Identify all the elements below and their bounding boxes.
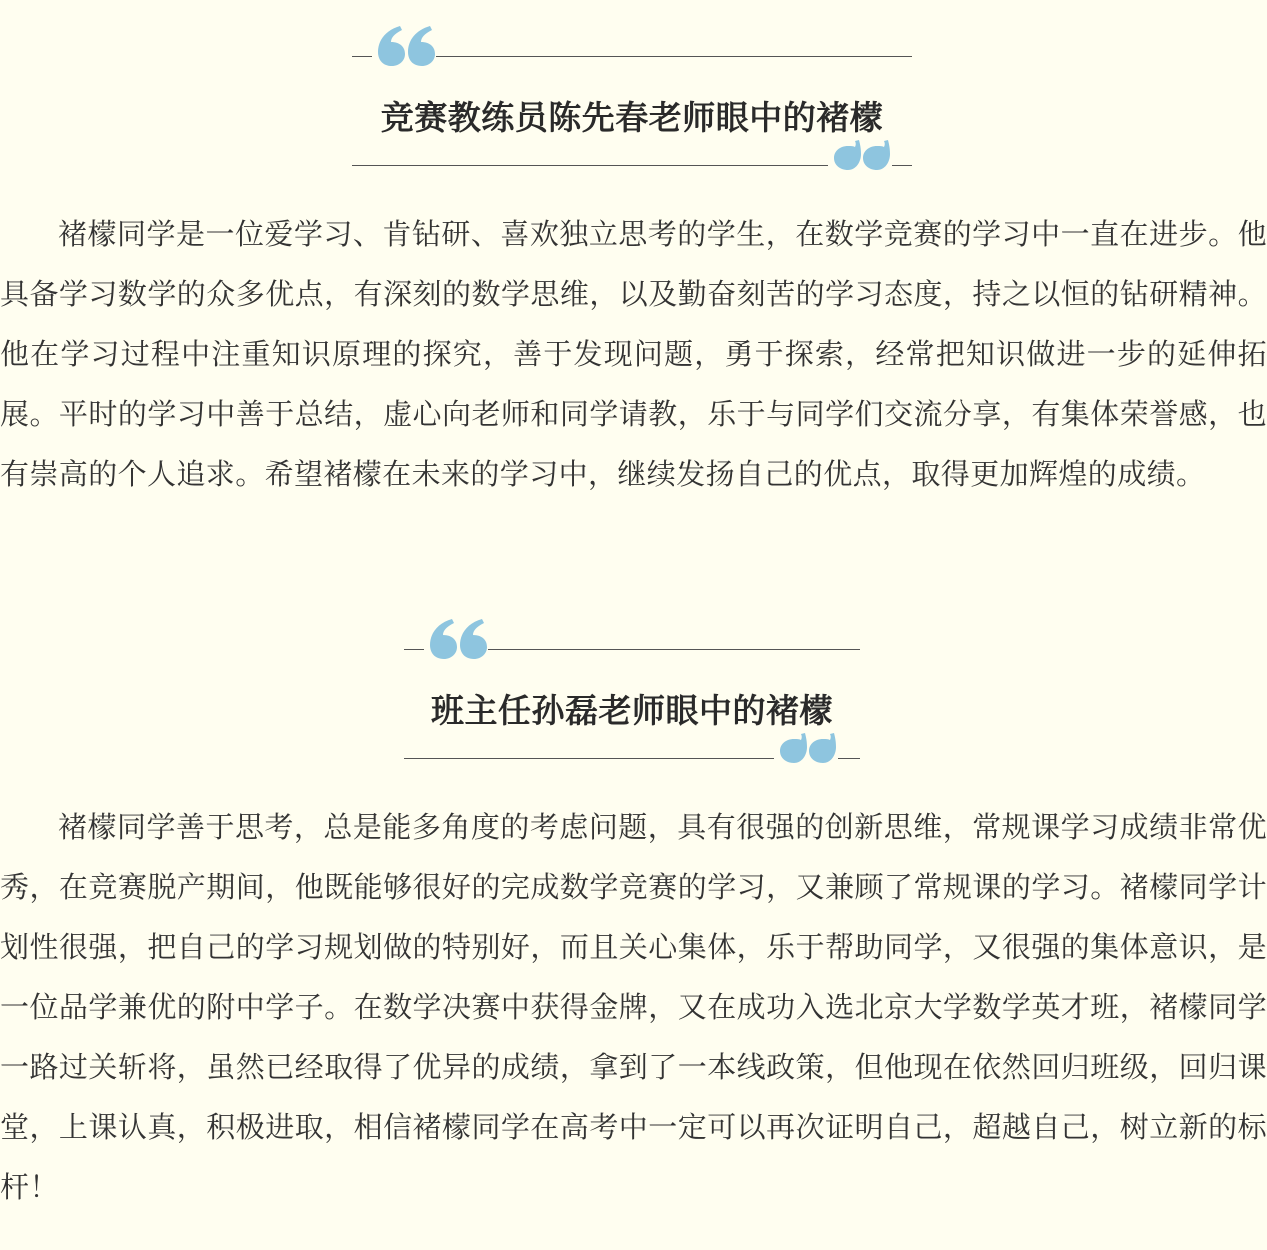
section-title: 竞赛教练员陈先春老师眼中的褚檬 <box>380 98 884 137</box>
section-body: 褚檬同学是一位爱学习、肯钻研、喜欢独立思考的学生，在数学竞赛的学习中一直在进步。他具备学习数学的众多优点，有深刻的数学思维，以及勤奋刻苦的学习态度，持之以恒的钻研精神。他在学习过程中注重知识原理的探究，善于发现问题，勇于探索，经常把知识做进一步的延伸拓展。平时的学习中善于总结，虚心向老师和同学请教，乐于与同学们交流分享，有集体荣誉感，也有崇高的个人追求。希望褚檬在未来的学习中，继续发扬自己的优点，取得更加辉煌的成绩。 <box>0 217 1267 491</box>
section-body: 褚檬同学善于思考，总是能多角度的考虑问题，具有很强的创新思维，常规课学习成绩非常优秀，在竞赛脱产期间，他既能够很好的完成数学竞赛的学习，又兼顾了常规课的学习。褚檬同学计划性很强，把自己的学习规划做的特别好，而且关心集体，乐于帮助同学，又很强的集体意识，是一位品学兼优的附中学子。在数学决赛中获得金牌，又在成功入选北京大学数学英才班，褚檬同学一路过关斩将，虽然已经取得了优异的成绩，拿到了一本线政策，但他现在依然回归班级，回归课堂，上课认真，积极进取，相信褚檬同学在高考中一定可以再次证明自己，超越自己，树立新的标杆！ <box>0 810 1267 1204</box>
heading-top-rule <box>352 56 912 57</box>
section-heading-frame <box>404 613 860 773</box>
open-quote-icon <box>372 22 436 80</box>
close-quote-icon <box>774 733 838 791</box>
open-quote-icon <box>424 615 488 673</box>
close-quote-icon <box>828 140 892 198</box>
section-title: 班主任孙磊老师眼中的褚檬 <box>431 691 833 730</box>
section-heading-frame <box>352 20 912 180</box>
